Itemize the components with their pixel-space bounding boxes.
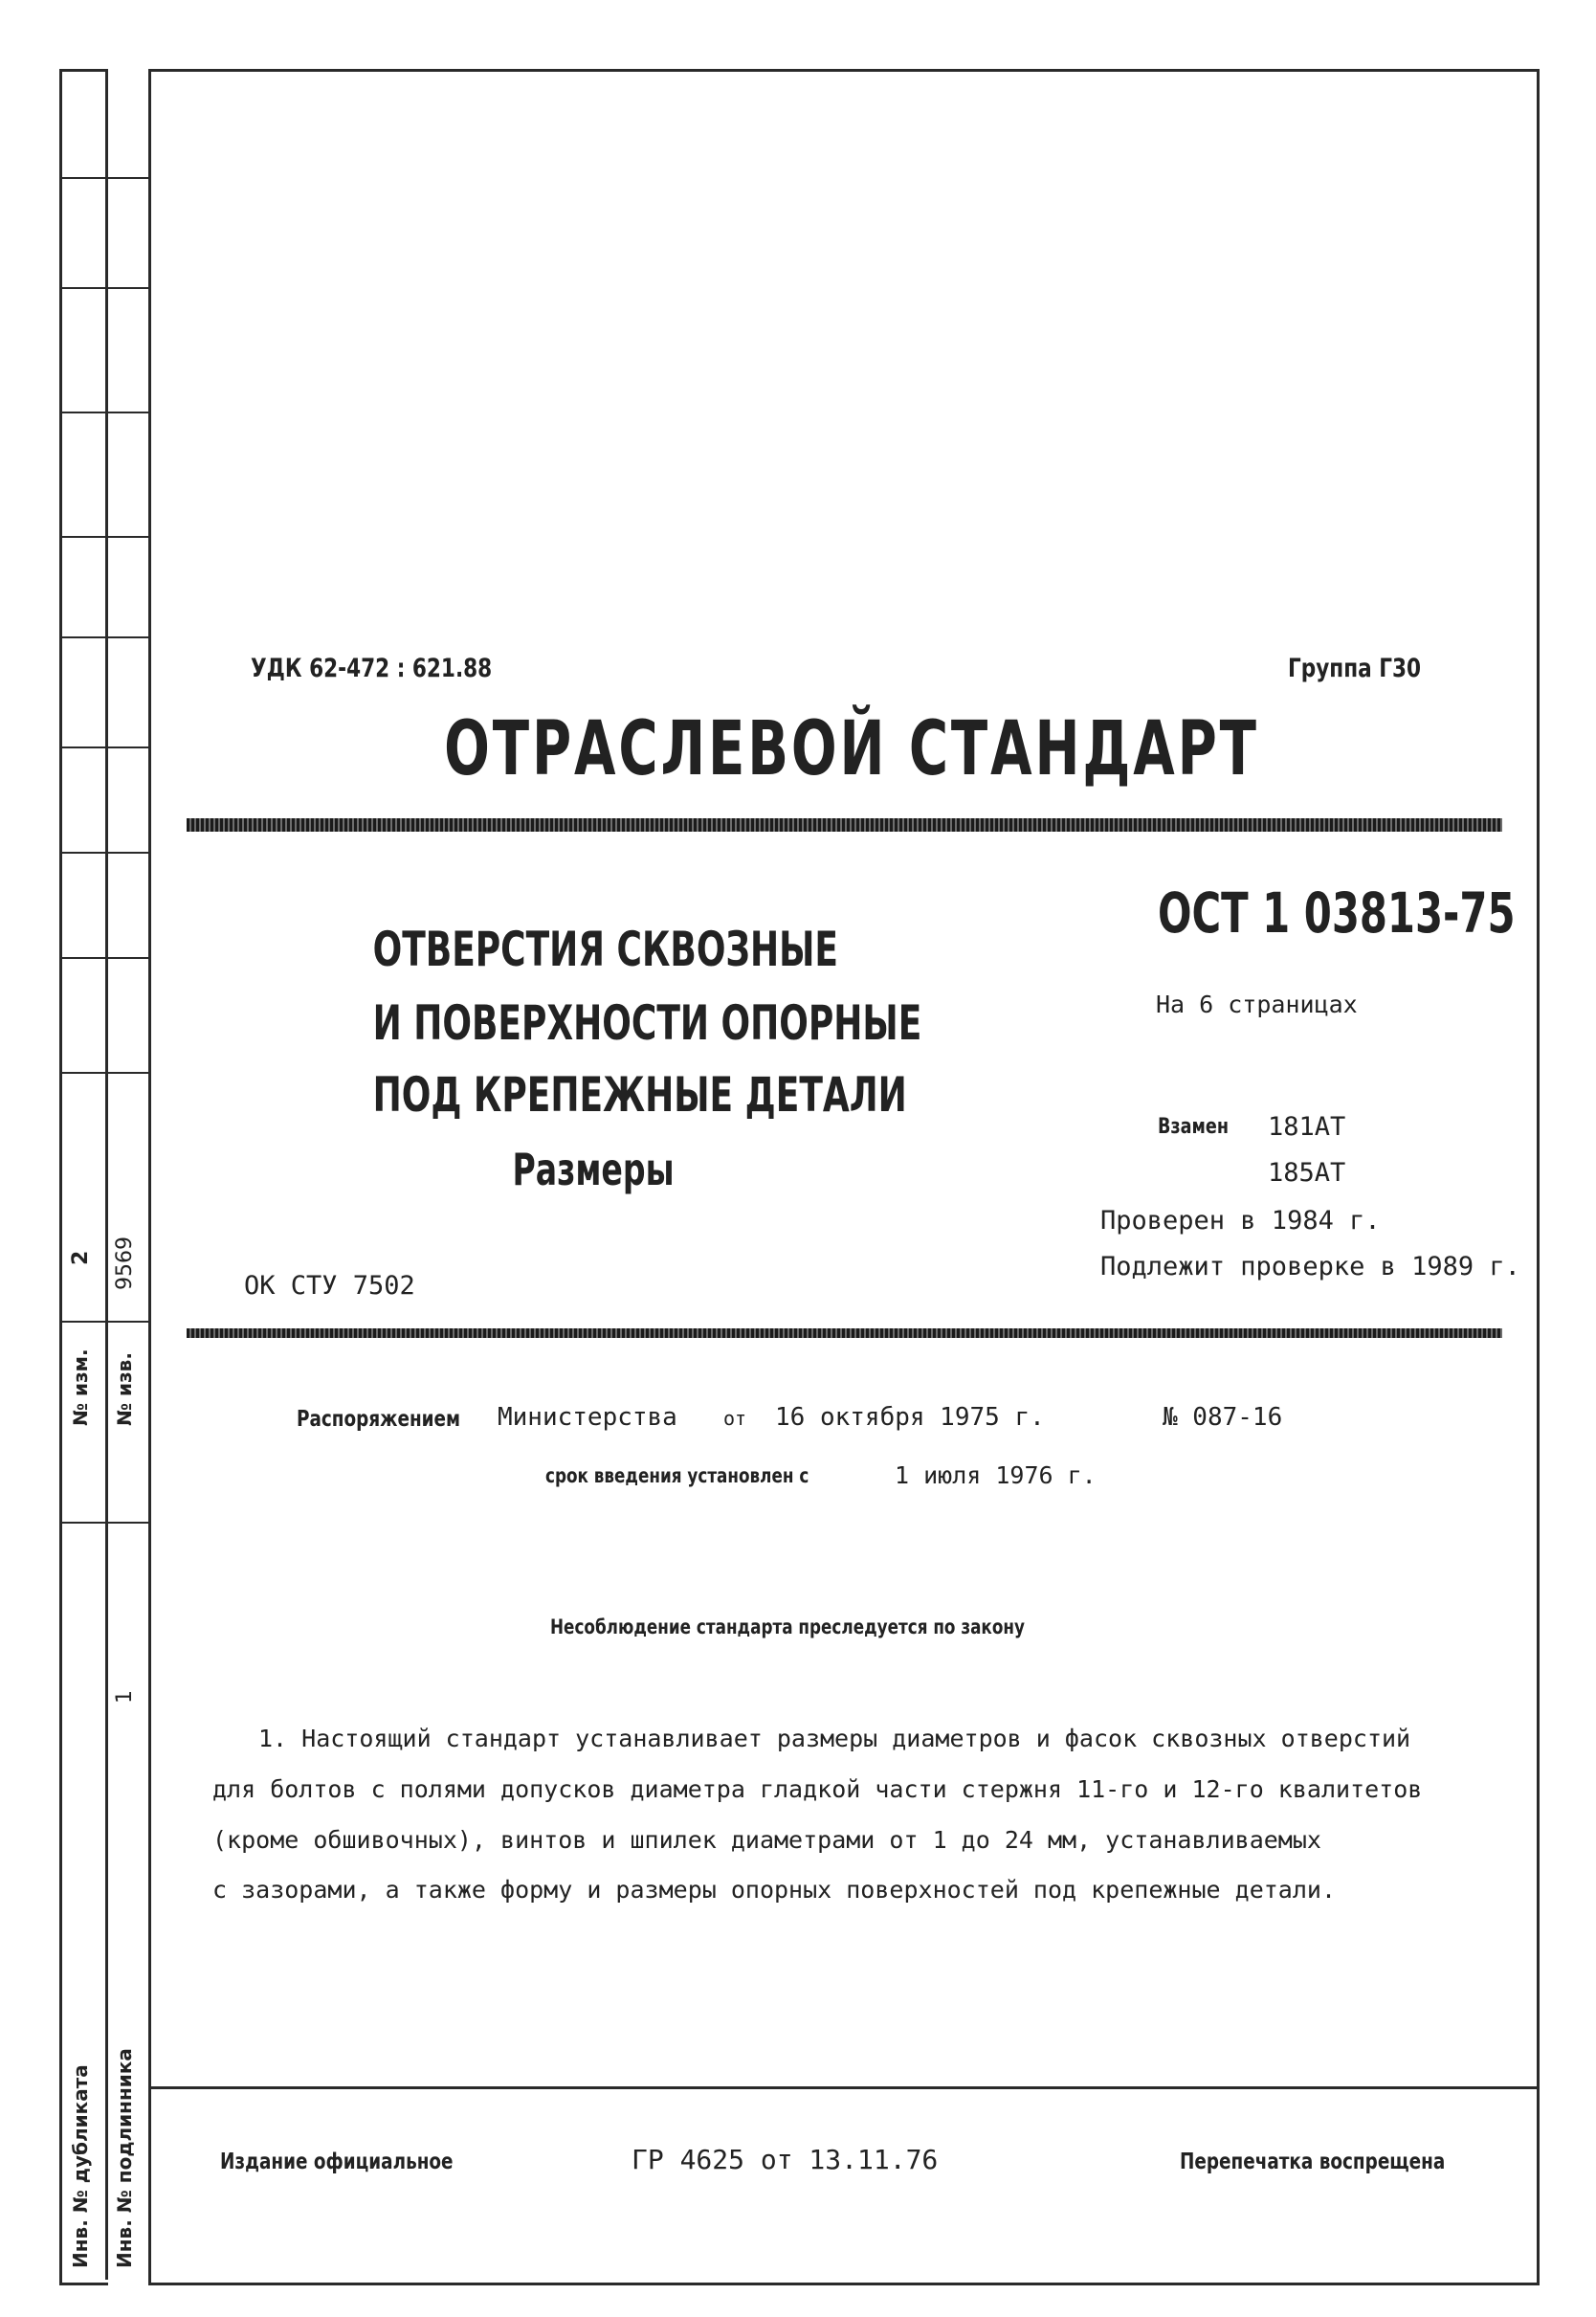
sidebar-izv-label: № изв. bbox=[113, 1352, 136, 1426]
sidebar-doc-number: 9569 bbox=[113, 1236, 137, 1290]
footer-official-edition: Издание официальное bbox=[220, 2150, 454, 2174]
order-date: 16 октября 1975 г. bbox=[775, 1403, 1045, 1432]
replaces-181: 181АТ bbox=[1268, 1112, 1346, 1142]
sidebar-duplicate-label: Инв. № дубликата bbox=[69, 2064, 92, 2268]
replaces-185: 185АТ bbox=[1268, 1158, 1346, 1188]
footer-reprint-prohibited: Перепечатка воспрещена bbox=[1180, 2150, 1446, 2174]
standard-number: ОСТ 1 03813-75 bbox=[1158, 880, 1516, 946]
udk-code: УДК 62-472 : 621.88 bbox=[251, 654, 493, 683]
body-line-3: (кроме обшивочных), винтов и шпилек диаметрами от 1 до 24 мм, устанавливаемых bbox=[212, 1826, 1321, 1854]
order-ministry: Министерства bbox=[498, 1403, 677, 1432]
replaces-label: Взамен bbox=[1158, 1115, 1230, 1139]
ok-code: ОК СТУ 7502 bbox=[244, 1271, 415, 1301]
sidebar-divider bbox=[59, 852, 148, 854]
page-title: ОТРАСЛЕВОЙ СТАНДАРТ bbox=[444, 706, 1259, 792]
sidebar-divider bbox=[59, 536, 148, 538]
sidebar-inner-column bbox=[105, 69, 151, 2280]
group-code: Группа Г30 bbox=[1288, 654, 1422, 683]
sidebar-original-label: Инв. № подлинника bbox=[113, 2048, 136, 2268]
footer-registration: ГР 4625 от 13.11.76 bbox=[632, 2144, 939, 2175]
sidebar-dup-value: 1 bbox=[113, 1690, 137, 1704]
sidebar-divider bbox=[59, 412, 148, 413]
body-line-4: с зазорами, а также форму и размеры опорных поверхностей под крепежные детали. bbox=[212, 1876, 1336, 1904]
order-number: № 087-16 bbox=[1163, 1403, 1283, 1432]
intro-label: срок введения установлен с bbox=[545, 1464, 809, 1487]
order-label: Распоряжением bbox=[297, 1407, 461, 1432]
sidebar-izm-number: 2 bbox=[69, 1250, 93, 1265]
sidebar-outer-column bbox=[59, 69, 108, 2285]
intro-date: 1 июля 1976 г. bbox=[895, 1461, 1097, 1489]
subject-line-3: ПОД КРЕПЕЖНЫЕ ДЕТАЛИ bbox=[372, 1067, 907, 1123]
legal-warning: Несоблюдение стандарта преследуется по закону bbox=[550, 1615, 1025, 1638]
sidebar-divider bbox=[59, 287, 148, 289]
order-from: от bbox=[723, 1407, 747, 1430]
body-line-2: для болтов с полями допусков диаметра гладкой части стержня 11-го и 12-го квалитетов bbox=[212, 1775, 1423, 1803]
sidebar-divider bbox=[59, 746, 148, 748]
footer-rule bbox=[148, 2086, 1537, 2089]
sidebar-divider bbox=[59, 1522, 148, 1524]
pages-count: На 6 страницах bbox=[1156, 991, 1358, 1018]
checked-year: Проверен в 1984 г. bbox=[1100, 1206, 1381, 1236]
sidebar-divider bbox=[59, 177, 148, 179]
body-line-1: 1. Настоящий стандарт устанавливает размеры диаметров и фасок сквозных отверстий bbox=[258, 1725, 1411, 1752]
sidebar-divider bbox=[59, 1321, 148, 1323]
info-rule bbox=[187, 1328, 1502, 1338]
subject-line-2: И ПОВЕРХНОСТИ ОПОРНЫЕ bbox=[372, 995, 922, 1051]
next-check-year: Подлежит проверке в 1989 г. bbox=[1100, 1252, 1520, 1281]
subject-subtitle: Размеры bbox=[512, 1144, 675, 1195]
sidebar-izm-label: № изм. bbox=[69, 1348, 92, 1426]
sidebar-divider bbox=[59, 636, 148, 638]
header-rule bbox=[187, 818, 1502, 832]
subject-line-1: ОТВЕРСТИЯ СКВОЗНЫЕ bbox=[372, 922, 839, 977]
sidebar-divider bbox=[59, 957, 148, 959]
sidebar-divider bbox=[59, 1072, 148, 1074]
